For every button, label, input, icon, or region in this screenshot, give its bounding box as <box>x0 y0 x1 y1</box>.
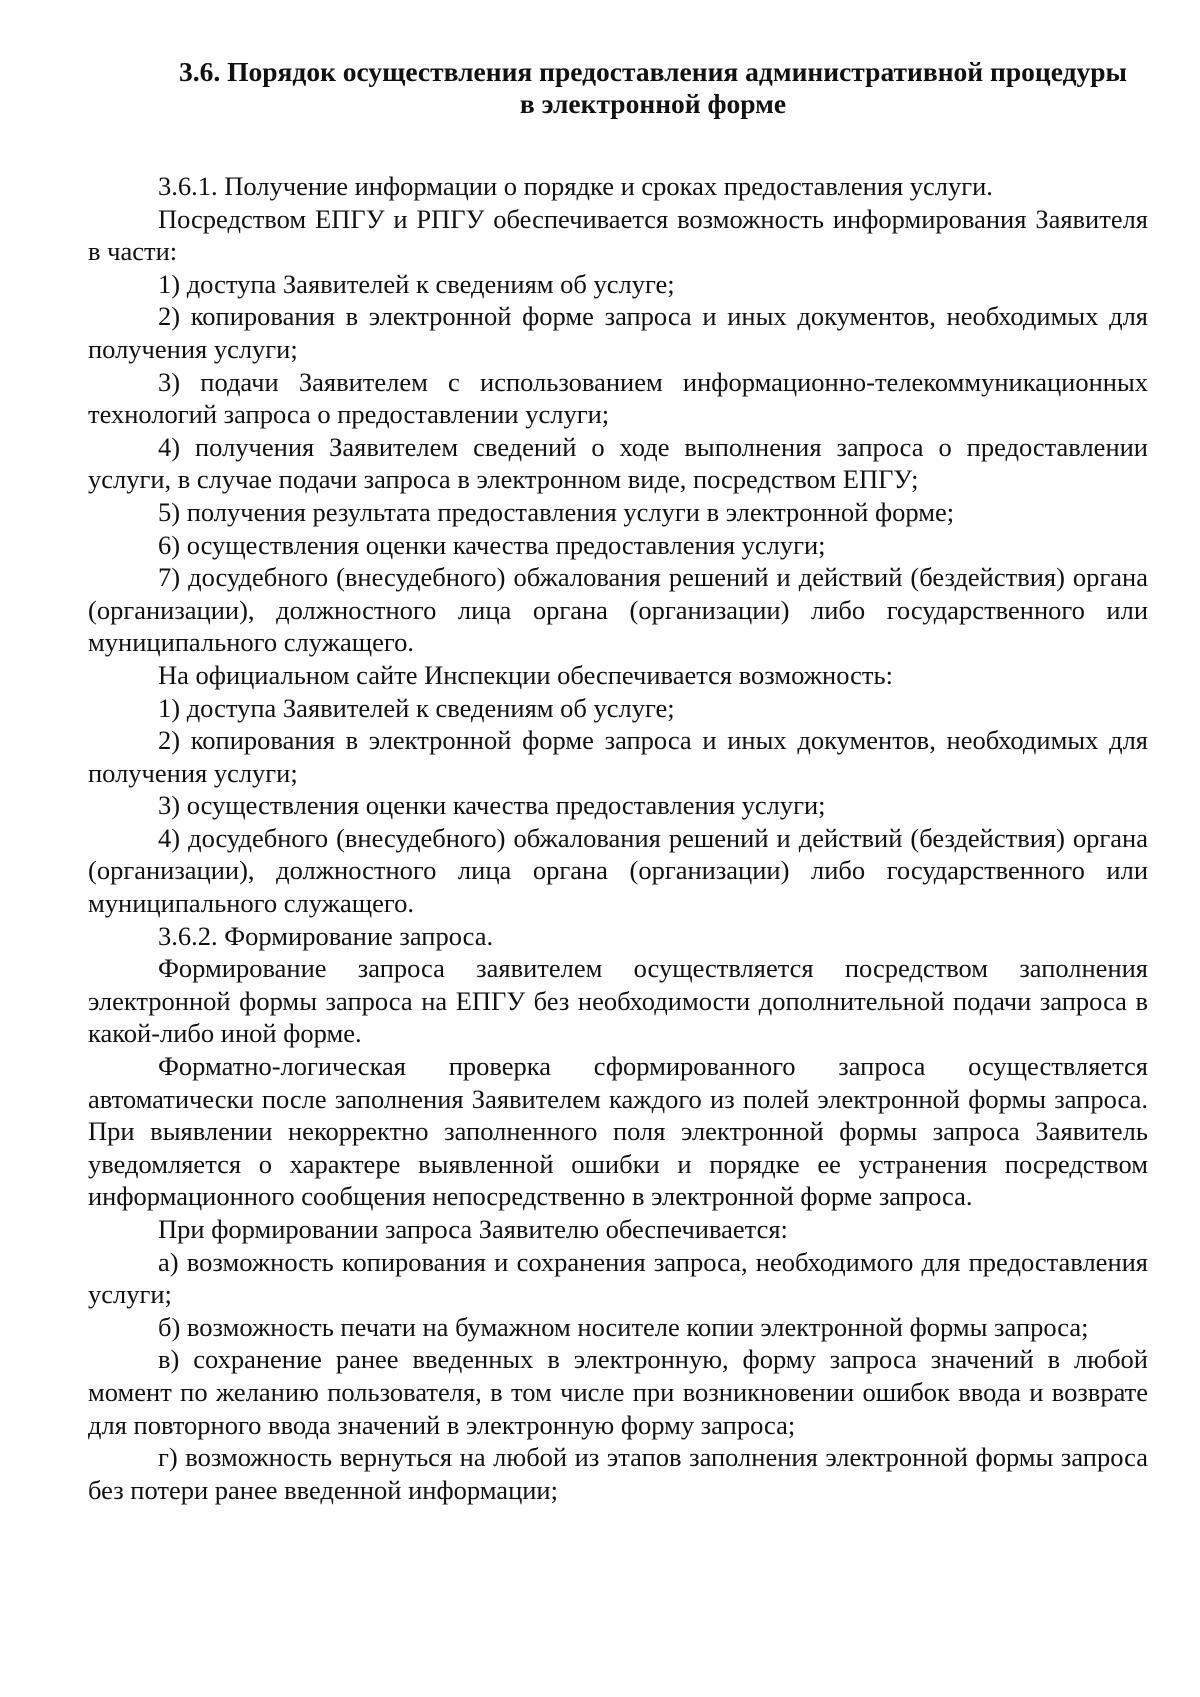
section-title-line-2: в электронной форме <box>519 88 787 119</box>
paragraph: 3) осуществления оценки качества предоставления услуги; <box>158 790 826 821</box>
paragraph: 4) досудебного (внесудебного) обжалования решений и действий (бездействия) органа (организации), должностного лица органа (организации) либо государственного или муниципального служащего. <box>88 822 1148 919</box>
paragraph: 2) копирования в электронной форме запроса и иных документов, необходимых для получения услуги; <box>88 301 1148 364</box>
paragraph: 4) получения Заявителем сведений о ходе выполнения запроса о предоставлении услуги, в случае подачи запроса в электронном виде, посредством ЕПГУ; <box>88 431 1148 495</box>
paragraph: 7) досудебного (внесудебного) обжалования решений и действий (бездействия) органа (организации), должностного лица органа (организации) либо государственного или муниципального служащего. <box>88 562 1148 658</box>
paragraph: б) возможность печати на бумажном носителе копии электронной формы запроса; <box>158 1311 1089 1342</box>
paragraph: 3) подачи Заявителем с использованием информационно-телекоммуникационных технологий запроса о предоставлении услуги; <box>88 366 1148 430</box>
document-body <box>88 170 1148 1506</box>
paragraph: 3.6.1. Получение информации о порядке и сроках предоставления услуги. <box>158 171 993 201</box>
paragraph: г) возможность вернуться на любой из этапов заполнения электронной формы запроса без потери ранее введенной информации; <box>88 1442 1148 1505</box>
paragraph: 5) получения результата предоставления услуги в электронной форме; <box>158 496 955 527</box>
section-title <box>88 56 1148 120</box>
paragraph: При формировании запроса Заявителю обеспечивается: <box>158 1214 788 1244</box>
paragraph: в) сохранение ранее введенных в электронную, форму запроса значений в любой момент по желанию пользователя, в том числе при возникновении ошибок ввода и возврате для повторного ввода значений в электронную форму запроса; <box>88 1344 1148 1440</box>
paragraph: а) возможность копирования и сохранения запроса, необходимого для предоставления услуги; <box>88 1246 1148 1310</box>
section-title-line-1: 3.6. Порядок осуществления предоставления административной процедуры <box>178 56 1128 87</box>
paragraph: 1) доступа Заявителей к сведениям об услуге; <box>158 692 675 723</box>
paragraph: 2) копирования в электронной форме запроса и иных документов, необходимых для получения услуги; <box>88 725 1148 788</box>
paragraph: 6) осуществления оценки качества предоставления услуги; <box>158 529 826 560</box>
paragraph: 3.6.2. Формирование запроса. <box>158 920 494 951</box>
paragraph: На официальном сайте Инспекции обеспечивается возможность: <box>158 659 893 690</box>
paragraph: Формирование запроса заявителем осуществляется посредством заполнения электронной формы запроса на ЕПГУ без необходимости дополнительной подачи запроса в какой-либо иной форме. <box>88 953 1148 1049</box>
document-page <box>88 56 1148 1506</box>
paragraph: Посредством ЕПГУ и РПГУ обеспечивается возможность информирования Заявителя в части: <box>88 203 1148 267</box>
paragraph: Форматно-логическая проверка сформированного запроса осуществляется автоматически после заполнения Заявителем каждого из полей электронной формы запроса. При выявлении некорректно заполненного поля электронной формы запроса Заявитель уведомляется о характере выявленной ошибки и порядке ее устранения посредством информационного сообщения непосредственно в электронной форме запроса. <box>88 1051 1148 1212</box>
paragraph: 1) доступа Заявителей к сведениям об услуге; <box>158 268 675 299</box>
